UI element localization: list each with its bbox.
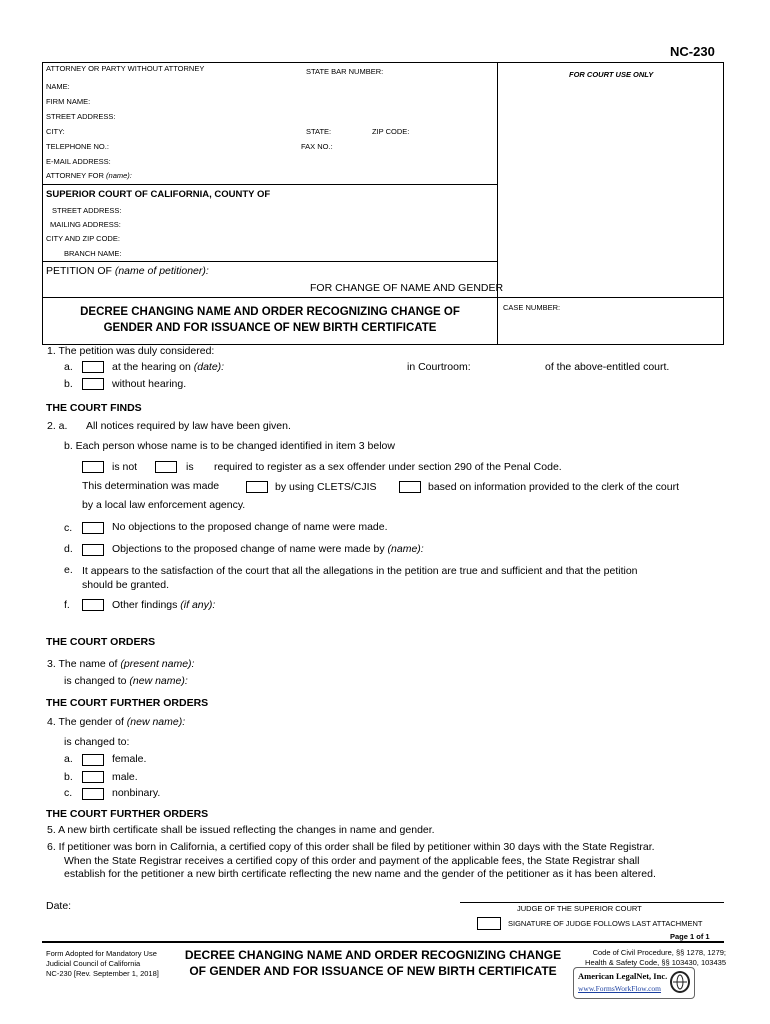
- court-branch-label: BRANCH NAME:: [64, 249, 122, 258]
- male-label: male.: [112, 771, 138, 783]
- register-text: required to register as a sex offender under section 290 of the Penal Code.: [214, 461, 562, 473]
- further-orders-heading-2: THE COURT FURTHER ORDERS: [46, 808, 209, 820]
- is-not-label: is not: [112, 461, 138, 473]
- page-number: Page 1 of 1: [670, 932, 710, 941]
- item-2a-num: 2. a.: [47, 420, 68, 432]
- document-title: [42, 304, 498, 336]
- item-1: 1. The petition was duly considered:: [47, 345, 215, 357]
- further-orders-heading-1: THE COURT FURTHER ORDERS: [46, 697, 209, 709]
- item-6: [47, 841, 747, 882]
- no-objections-checkbox[interactable]: [82, 522, 104, 534]
- adopted-line-1: Form Adopted for Mandatory Use: [46, 949, 157, 958]
- clets-checkbox[interactable]: [246, 481, 268, 493]
- other-findings-checkbox[interactable]: [82, 599, 104, 611]
- rule: [42, 261, 498, 262]
- court-title: SUPERIOR COURT OF CALIFORNIA, COUNTY OF: [46, 189, 271, 200]
- item-2e-letter: e.: [64, 564, 73, 576]
- title-line-1: DECREE CHANGING NAME AND ORDER RECOGNIZING CHANGE OF: [80, 306, 460, 318]
- item-6-line-2: When the State Registrar receives a certified copy of this order and payment of the applicable fees, the State Registrar shall: [64, 854, 640, 867]
- date-label: Date:: [46, 900, 72, 912]
- code-line-1: Code of Civil Procedure, §§ 1278, 1279;: [592, 948, 726, 957]
- street-label: STREET ADDRESS:: [46, 112, 116, 121]
- item-3-changed: is changed to (new name):: [64, 675, 188, 687]
- email-label: E-MAIL ADDRESS:: [46, 157, 111, 166]
- petition-label: PETITION OF (name of petitioner):: [46, 265, 209, 277]
- legalnet-badge: [573, 967, 695, 999]
- item-2a-text: All notices required by law have been given.: [86, 420, 291, 432]
- court-orders-heading: THE COURT ORDERS: [46, 636, 156, 648]
- rule: [42, 184, 498, 185]
- without-hearing-checkbox[interactable]: [82, 378, 104, 390]
- hearing-checkbox[interactable]: [82, 361, 104, 373]
- form-adopted-block: [46, 949, 159, 979]
- item-2b-text: b. Each person whose name is to be changed identified in item 3 below: [64, 440, 395, 452]
- header-box: [42, 62, 724, 345]
- attorney-label: ATTORNEY OR PARTY WITHOUT ATTORNEY: [46, 64, 205, 73]
- female-label: female.: [112, 753, 147, 765]
- item-4: 4. The gender of (new name):: [47, 716, 186, 728]
- item-2f-letter: f.: [64, 599, 70, 611]
- item-2c-letter: c.: [64, 522, 73, 534]
- state-label: STATE:: [306, 127, 332, 136]
- brand-name: American LegalNet, Inc.: [578, 971, 668, 981]
- determination-text: This determination was made: [82, 480, 220, 492]
- code-line-2: Health & Safety Code, §§ 103430, 103435: [585, 958, 726, 967]
- for-change-label: FOR CHANGE OF NAME AND GENDER: [310, 282, 504, 294]
- adopted-line-2: Judicial Council of California: [46, 959, 141, 968]
- clerk-label: based on information provided to the clerk of the court: [428, 481, 679, 493]
- judge-signature-line: [460, 902, 724, 903]
- gender-c-letter: c.: [64, 787, 73, 799]
- item-6-line-3: establish for the petitioner a new birth certificate reflecting the new name and the gender of the petitioner as it has been altered.: [64, 868, 656, 880]
- female-checkbox[interactable]: [82, 754, 104, 766]
- item-1a-letter: a.: [64, 361, 73, 373]
- brand-url[interactable]: www.FormsWorkFlow.com: [578, 984, 662, 993]
- item-2f-text: Other findings (if any):: [112, 599, 216, 611]
- title-line-2: GENDER AND FOR ISSUANCE OF NEW BIRTH CERTIFICATE: [103, 322, 437, 334]
- item-4-changed: is changed to:: [64, 736, 130, 748]
- item-2e-line-1: It appears to the satisfaction of the court that all the allegations in the petition are true and sufficient and that the petition: [82, 565, 638, 577]
- code-citations: [585, 948, 726, 968]
- item-3: 3. The name of (present name):: [47, 658, 195, 670]
- footer-title: [172, 947, 574, 979]
- local-agency-text: by a local law enforcement agency.: [82, 499, 246, 511]
- item-6-line-1: 6. If petitioner was born in California, a certified copy of this order shall be filed by petitioner within 30 days with the State Registrar.: [47, 841, 655, 853]
- court-finds-heading: THE COURT FINDS: [46, 402, 142, 414]
- item-1b-text: without hearing.: [112, 378, 187, 390]
- item-2d-letter: d.: [64, 543, 73, 555]
- city-label: CITY:: [46, 127, 65, 136]
- item-5: 5. A new birth certificate shall be issued reflecting the changes in name and gender.: [47, 824, 435, 836]
- male-checkbox[interactable]: [82, 771, 104, 783]
- form-number: NC-230: [670, 44, 715, 59]
- case-number-label: CASE NUMBER:: [503, 303, 561, 312]
- attorney-for-label: ATTORNEY FOR (name):: [46, 171, 132, 180]
- item-2e-line-2: should be granted.: [82, 579, 169, 591]
- item-2d-text: Objections to the proposed change of name were made by (name):: [112, 543, 424, 555]
- zip-label: ZIP CODE:: [372, 127, 410, 136]
- item-2c-text: No objections to the proposed change of name were made.: [112, 521, 388, 533]
- gender-a-letter: a.: [64, 753, 73, 765]
- clets-label: by using CLETS/CJIS: [275, 481, 377, 493]
- court-use-label: FOR COURT USE ONLY: [569, 70, 654, 79]
- signature-follows-checkbox[interactable]: [477, 917, 501, 930]
- court-street-label: STREET ADDRESS:: [52, 206, 122, 215]
- fax-label: FAX NO.:: [301, 142, 333, 151]
- is-checkbox[interactable]: [155, 461, 177, 473]
- header-divider: [497, 62, 498, 345]
- gender-b-letter: b.: [64, 771, 73, 783]
- nonbinary-label: nonbinary.: [112, 787, 161, 799]
- item-2e-text: [82, 564, 638, 592]
- footer-rule: [42, 941, 724, 943]
- firm-label: FIRM NAME:: [46, 97, 91, 106]
- courtroom-label: in Courtroom:: [407, 361, 471, 373]
- rule: [42, 297, 724, 298]
- is-label: is: [186, 461, 194, 473]
- objections-checkbox[interactable]: [82, 544, 104, 556]
- court-label: of the above-entitled court.: [545, 361, 670, 373]
- item-1b-letter: b.: [64, 378, 73, 390]
- court-city-label: CITY AND ZIP CODE:: [46, 234, 120, 243]
- court-mailing-label: MAILING ADDRESS:: [50, 220, 121, 229]
- is-not-checkbox[interactable]: [82, 461, 104, 473]
- judge-label: JUDGE OF THE SUPERIOR COURT: [517, 904, 642, 913]
- name-label: NAME:: [46, 82, 70, 91]
- globe-icon: [670, 971, 690, 993]
- state-bar-label: STATE BAR NUMBER:: [306, 67, 384, 76]
- footer-title-line-2: OF GENDER AND FOR ISSUANCE OF NEW BIRTH CERTIFICATE: [189, 964, 557, 978]
- signature-follows-label: SIGNATURE OF JUDGE FOLLOWS LAST ATTACHMENT: [508, 919, 703, 928]
- nonbinary-checkbox[interactable]: [82, 788, 104, 800]
- footer-title-line-1: DECREE CHANGING NAME AND ORDER RECOGNIZING CHANGE: [184, 948, 562, 962]
- phone-label: TELEPHONE NO.:: [46, 142, 109, 151]
- adopted-line-3: NC-230 [Rev. September 1, 2018]: [46, 969, 159, 978]
- item-1a-text: at the hearing on (date):: [112, 361, 225, 373]
- clerk-checkbox[interactable]: [399, 481, 421, 493]
